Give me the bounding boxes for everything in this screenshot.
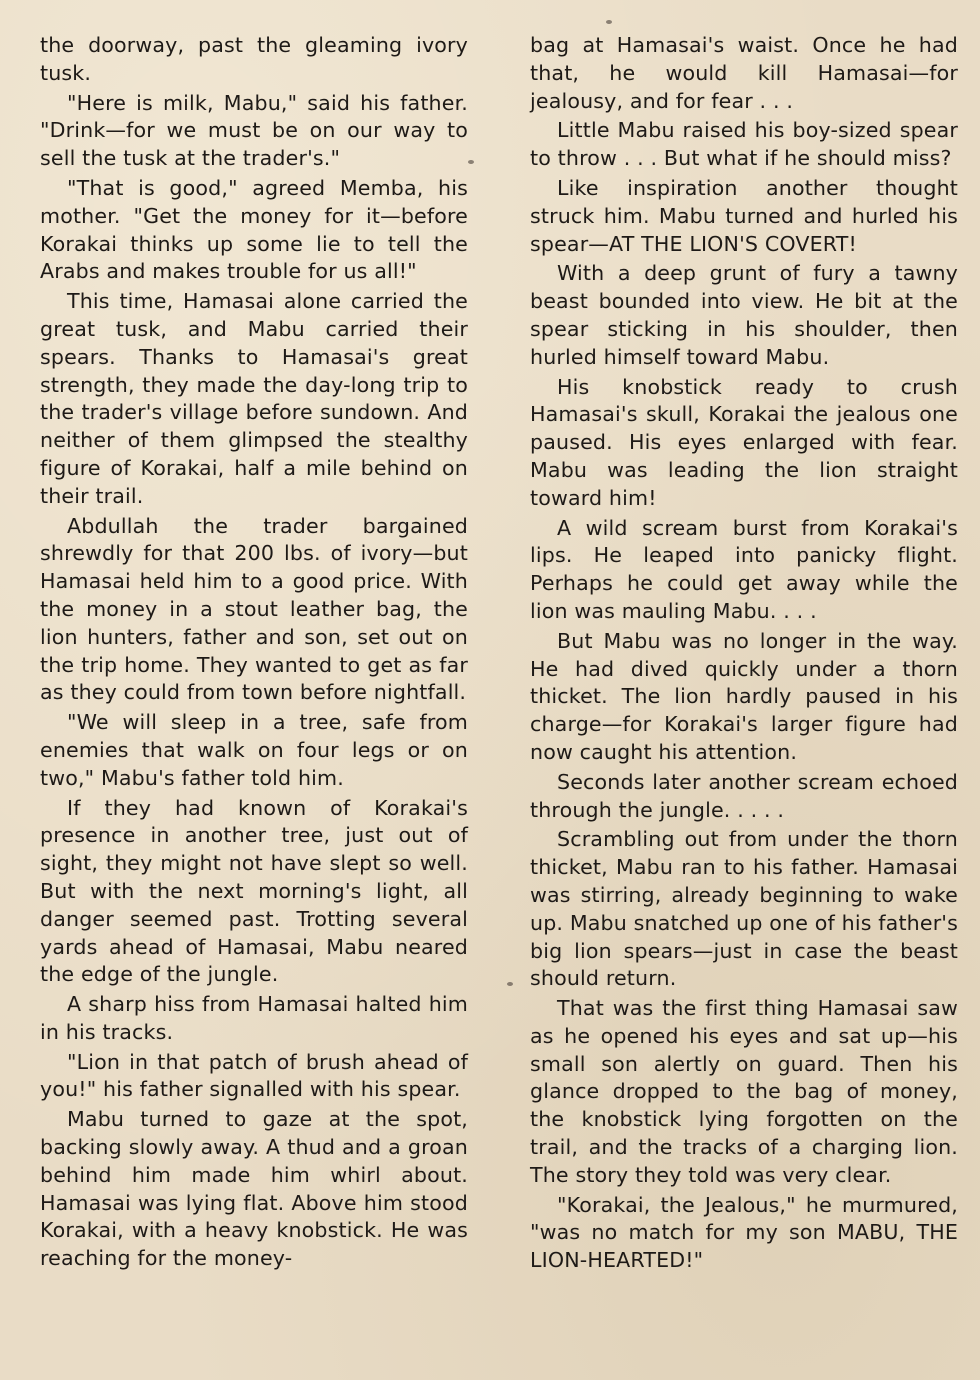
ink-speck bbox=[468, 160, 474, 164]
paragraph: With a deep grunt of fury a tawny beast bounded into view. He bit at the spear sticking in his shoulder, then hurled himself toward Mabu. bbox=[530, 261, 958, 369]
right-text-column bbox=[530, 32, 958, 1277]
paragraph: Scrambling out from under the thorn thicket, Mabu ran to his father. Hamasai was stirring, already beginning to wake up. Mabu snatched up one of his father's big lion spears—just in case the beast should return. bbox=[530, 827, 958, 991]
paragraph: A sharp hiss from Hamasai halted him in his tracks. bbox=[40, 992, 468, 1044]
paragraph: the doorway, past the gleaming ivory tusk. bbox=[40, 33, 468, 85]
paragraph: Little Mabu raised his boy-sized spear to throw . . . But what if he should miss? bbox=[530, 118, 958, 171]
paragraph: Abdullah the trader bargained shrewdly for that 200 lbs. of ivory—but Hamasai held him to a good price. With the money in a stout leather bag, the lion hunters, father and son, set out on the trip home. They wanted to get as far as they could from town before nightfall. bbox=[40, 513, 468, 705]
paragraph: "Korakai, the Jealous," he murmured, "was no match for my son MABU, THE LION-HEARTED!" bbox=[530, 1192, 958, 1273]
paragraph: Seconds later another scream echoed through the jungle. . . . . bbox=[530, 769, 958, 822]
left-text-column bbox=[40, 32, 468, 1275]
paragraph: "Here is milk, Mabu," said his father. "Drink—for we must be on our way to sell the tusk at the trader's." bbox=[40, 90, 468, 171]
paragraph: A wild scream burst from Korakai's lips. He leaped into panicky flight. Perhaps he could get away while the lion was mauling Mabu. . . . bbox=[530, 515, 958, 623]
paragraph: bag at Hamasai's waist. Once he had that, he would kill Hamasai—for jealousy, and for fear . . . bbox=[530, 33, 958, 113]
paragraph: "That is good," agreed Memba, his mother. "Get the money for it—before Korakai thinks up some lie to tell the Arabs and makes trouble for us all!" bbox=[40, 175, 468, 284]
paragraph: Mabu turned to gaze at the spot, backing slowly away. A thud and a groan behind him made him whirl about. Hamasai was lying flat. Above him stood Korakai, with a heavy knobstick. He was reaching for the money- bbox=[40, 1107, 468, 1271]
ink-speck bbox=[507, 982, 513, 986]
paragraph: Like inspiration another thought struck him. Mabu turned and hurled his spear—AT THE LION'S COVERT! bbox=[530, 175, 958, 256]
paragraph: If they had known of Korakai's presence in another tree, just out of sight, they might not have slept so well. But with the next morning's light, all danger seemed past. Trotting several yards ahead of Hamasai, Mabu neared the edge of the jungle. bbox=[40, 795, 468, 987]
paragraph: "We will sleep in a tree, safe from enemies that walk on four legs or on two," Mabu's father told him. bbox=[40, 710, 468, 790]
paragraph: His knobstick ready to crush Hamasai's skull, Korakai the jealous one paused. His eyes enlarged with fear. Mabu was leading the lion straight toward him! bbox=[530, 374, 958, 510]
paragraph: This time, Hamasai alone carried the great tusk, and Mabu carried their spears. Thanks to Hamasai's great strength, they made the day-long trip to the trader's village before sundown. And neither of them glimpsed the stealthy figure of Korakai, half a mile behind on their trail. bbox=[40, 289, 468, 508]
ink-speck bbox=[606, 20, 612, 24]
paragraph: "Lion in that patch of brush ahead of you!" his father signalled with his spear. bbox=[40, 1049, 468, 1102]
paragraph: But Mabu was no longer in the way. He had dived quickly under a thorn thicket. The lion hardly paused in his charge—for Korakai's larger figure had now caught his attention. bbox=[530, 628, 958, 764]
paragraph: That was the first thing Hamasai saw as he opened his eyes and sat up—his small son alertly on guard. Then his glance dropped to the bag of money, the knobstick lying forgotten on the trail, and the tracks of a charging lion. The story they told was very clear. bbox=[530, 996, 958, 1187]
